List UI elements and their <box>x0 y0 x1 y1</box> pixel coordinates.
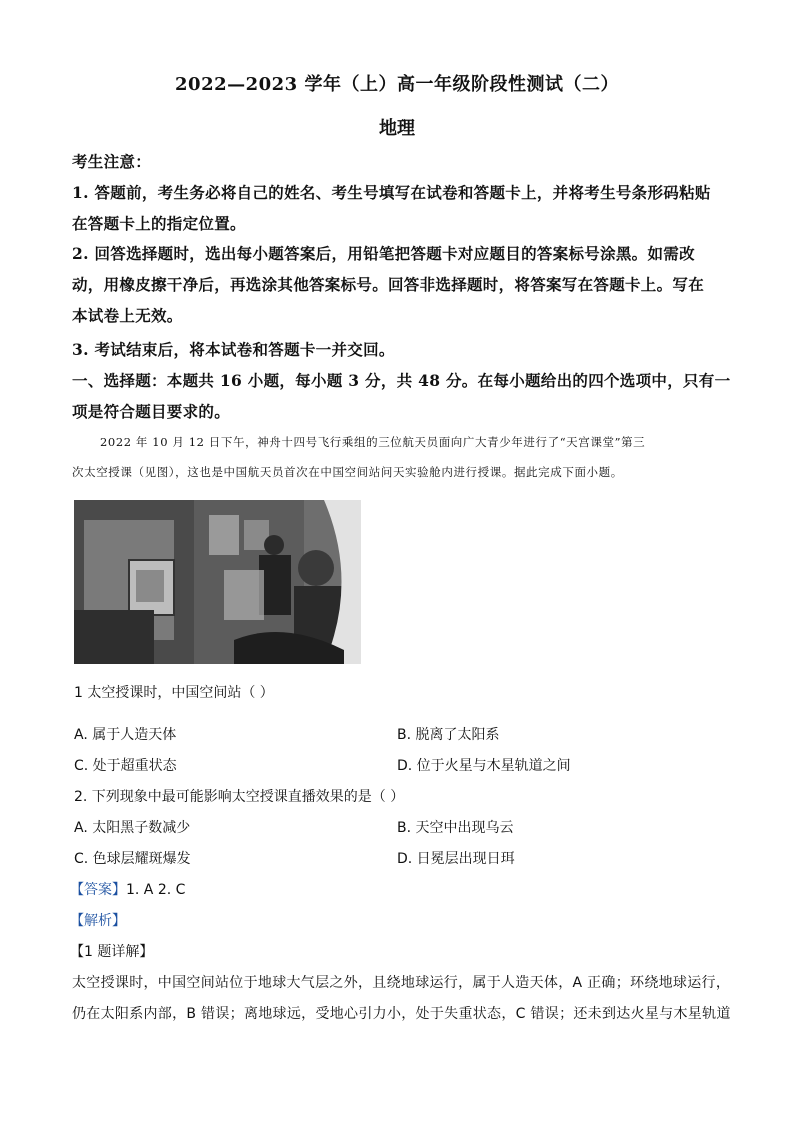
q1-option-b: B. 脱离了太阳系 <box>397 727 500 743</box>
notice-item-1-cont: 在答题卡上的指定位置。 <box>72 214 246 233</box>
question-2-stem: 2. 下列现象中最可能影响太空授课直播效果的是（ ） <box>74 789 405 805</box>
analysis-detail-label: 【1 题详解】 <box>70 944 154 960</box>
q2-option-b: B. 天空中出现乌云 <box>397 820 514 836</box>
photo-illustration <box>74 500 361 664</box>
q2-option-a: A. 太阳黑子数减少 <box>74 820 191 836</box>
notice-item-2-end: 本试卷上无效。 <box>72 306 183 325</box>
question-1-stem: 1 太空授课时，中国空间站（ ） <box>74 685 274 701</box>
analysis-line-1: 太空授课时，中国空间站位于地球大气层之外，且绕地球运行，属于人造天体，A 正确；环绕地球运行， <box>72 975 731 991</box>
section-heading-cont: 项是符合题目要求的。 <box>72 402 231 421</box>
notice-heading: 考生注意： <box>72 152 152 171</box>
section-heading: 一、选择题：本题共 16 小题，每小题 3 分，共 48 分。在每小题给出的四个选项中，只有一 <box>72 371 731 390</box>
q1-option-d: D. 位于火星与木星轨道之间 <box>397 758 571 774</box>
exam-title: 2022—2023 学年（上）高一年级阶段性测试（二） <box>175 74 619 95</box>
notice-item-1: 1. 答题前，考生务必将自己的姓名、考生号填写在试卷和答题卡上，并将考生号条形码粘贴 <box>72 183 711 202</box>
answer-values: 1. A 2. C <box>126 882 186 898</box>
notice-item-2: 2. 回答选择题时，选出每小题答案后，用铅笔把答题卡对应题目的答案标号涂黑。如需改 <box>72 244 695 263</box>
q1-option-c: C. 处于超重状态 <box>74 758 177 774</box>
subject-title: 地理 <box>379 118 415 139</box>
notice-item-3: 3. 考试结束后，将本试卷和答题卡一并交回。 <box>72 340 395 359</box>
space-lecture-photo <box>74 500 361 664</box>
q1-option-a: A. 属于人造天体 <box>74 727 177 743</box>
analysis-line-2: 仍在太阳系内部，B 错误；离地球远，受地心引力小，处于失重状态，C 错误；还未到达火星与木星轨道 <box>72 1006 731 1022</box>
notice-item-2-cont: 动，用橡皮擦干净后，再选涂其他答案标号。回答非选择题时，将答案写在答题卡上。写在 <box>72 275 705 294</box>
q2-option-c: C. 色球层耀斑爆发 <box>74 851 191 867</box>
passage-line-1: 2022 年 10 月 12 日下午，神舟十四号飞行乘组的三位航天员面向广大青少年进行了“天宫课堂”第三 <box>100 435 646 449</box>
analysis-label: 【解析】 <box>70 913 126 929</box>
q2-option-d: D. 日冕层出现日珥 <box>397 851 515 867</box>
answer-line <box>70 879 185 899</box>
passage-line-2: 次太空授课（见图），这也是中国航天员首次在中国空间站问天实验舱内进行授课。据此完成下面小题。 <box>72 465 623 479</box>
answer-label: 【答案】 <box>70 882 126 898</box>
